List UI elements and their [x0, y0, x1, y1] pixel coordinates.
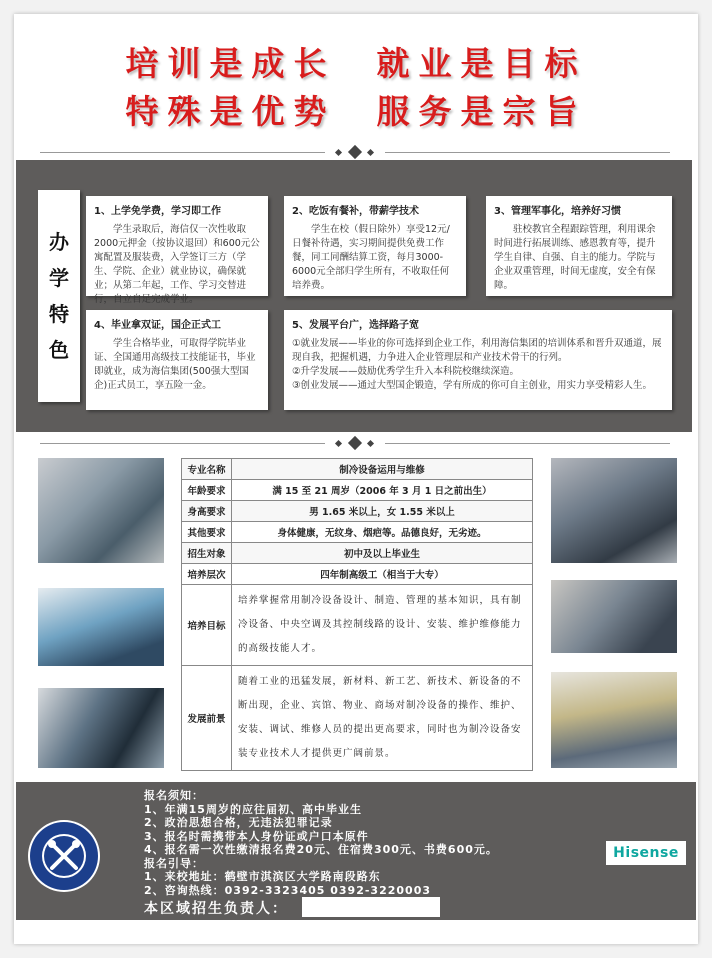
- table-value: 身体健康，无纹身、烟疤等。品德良好，无劣迹。: [232, 522, 533, 543]
- notice-item: 3、报名时需携带本人身份证或户口本原件: [144, 829, 369, 843]
- hisense-logo: Hisense: [606, 841, 686, 865]
- notice-heading: 报名须知：: [144, 789, 204, 802]
- feature-title: 4、毕业拿双证，国企正式工: [94, 320, 221, 331]
- feature-body: 学生合格毕业，可取得学院毕业证、全国通用高级技工技能证书，毕业即就业，成为海信集团(500强大型国企)正式员工，享五险一金。: [94, 338, 256, 391]
- table-key: 发展前景: [182, 666, 232, 771]
- feature-title: 2、吃饭有餐补，带薪学技术: [292, 206, 419, 217]
- table-value: 满 15 至 21 周岁（2006 年 3 月 1 日之前出生）: [232, 480, 533, 501]
- slogan-line-1: 培训是成长 就业是目标: [125, 44, 587, 83]
- table-key: 年龄要求: [182, 480, 232, 501]
- table-key: 其他要求: [182, 522, 232, 543]
- notice-text: [144, 789, 498, 897]
- workshop-photo: [38, 588, 164, 666]
- side-title-char: 学: [49, 266, 69, 290]
- side-title-char: 特: [49, 302, 69, 326]
- feature-card-1: [86, 196, 268, 305]
- workshop-photo: [38, 688, 164, 768]
- notice-item: 2、政治思想合格，无违法犯罪记录: [144, 816, 333, 829]
- feature-line: ③创业发展——通过大型国企锻造，学有所成的你可自主创业，用实力享受精彩人生。: [292, 380, 653, 391]
- table-value: 随着工业的迅猛发展，新材料、新工艺、新技术、新设备的不断出现，企业、宾馆、物业、商场对制冷设备的操作、维护、安装、调试、维修人员的提出更高要求，同时也为制冷设备安装专业技术人才提供更广阔前景。: [232, 666, 533, 771]
- table-row: [182, 564, 533, 585]
- table-key: 招生对象: [182, 543, 232, 564]
- table-row: [182, 543, 533, 564]
- feature-title: 1、上学免学费，学习即工作: [94, 206, 221, 217]
- workshop-photo: [38, 458, 164, 563]
- feature-line: ①就业发展——毕业的你可选择到企业工作，利用海信集团的培训体系和晋升双通道，展现自我，把握机遇，力争进入企业管理层和产业技术骨干的行列。: [292, 338, 662, 363]
- table-value: 四年制高级工（相当于大专）: [232, 564, 533, 585]
- table-key: 培养目标: [182, 585, 232, 666]
- feature-card-2: [284, 196, 466, 296]
- side-title-char: 色: [49, 338, 69, 362]
- recruiter-name-box: [302, 897, 440, 917]
- guide-heading: 报名引导：: [144, 856, 204, 870]
- recruiter-label: 本区域招生负责人：: [144, 901, 288, 917]
- feature-title: 5、发展平台广，选择路子宽: [292, 320, 419, 331]
- side-title: [38, 190, 80, 402]
- slogan-line-2: 特殊是优势 服务是宗旨: [125, 92, 587, 131]
- table-key: 身高要求: [182, 501, 232, 522]
- table-row: [182, 666, 533, 771]
- feature-card-4: [86, 310, 268, 410]
- divider-middle: [40, 438, 670, 450]
- table-row: [182, 480, 533, 501]
- table-value: 培养掌握常用制冷设备设计、制造、管理的基本知识，具有制冷设备、中央空调及其控制线路的设计、安装、维护维修能力的高级技能人才。: [232, 585, 533, 666]
- feature-body: 学生在校（假日除外）享受12元/日餐补待遇，实习期间提供免费工作餐，同工同酬结算工资，每月3000-6000元全部归学生所有，不收取任何培养费。: [292, 224, 450, 291]
- table-value: 男 1.65 米以上，女 1.55 米以上: [232, 501, 533, 522]
- table-key: 专业名称: [182, 459, 232, 480]
- feature-body: 驻校教官全程跟踪管理，利用课余时间进行拓展训练、感恩教育等，提升学生自律、自强、自主的能力。学院与企业双重管理，时间无虚度，安全有保障。: [494, 224, 656, 291]
- notice-item: 4、报名需一次性缴清报名费20元、住宿费300元、书费600元。: [144, 843, 498, 856]
- notice-item: 1、年满15周岁的应往届初、高中毕业生: [144, 802, 362, 816]
- table-row: [182, 585, 533, 666]
- feature-body: 学生录取后，海信仅一次性收取2000元押金（按协议退回）和600元公寓配置及服装费，入学签订三方（学生、学院、企业）就业协议，确保就业；从第二年起，工作、学习交替进行，自立自足完成学业。: [94, 224, 260, 305]
- table-value: 初中及以上毕业生: [232, 543, 533, 564]
- divider-top: [40, 147, 670, 159]
- workshop-photo: [551, 580, 677, 653]
- side-title-char: 办: [49, 230, 69, 254]
- table-value: 制冷设备运用与维修: [232, 459, 533, 480]
- guide-item: 1、来校地址：鹤壁市淇滨区大学路南段路东: [144, 870, 381, 883]
- program-table: [181, 458, 533, 771]
- table-key: 培养层次: [182, 564, 232, 585]
- feature-title: 3、管理军事化，培养好习惯: [494, 206, 621, 217]
- guide-item: 2、咨询热线：0392-3323405 0392-3220003: [144, 883, 431, 897]
- feature-line: ②升学发展——鼓励优秀学生升入本科院校继续深造。: [292, 366, 520, 377]
- feature-card-3: [486, 196, 672, 296]
- school-logo: [28, 820, 100, 892]
- table-row: [182, 522, 533, 543]
- table-row: [182, 459, 533, 480]
- table-row: [182, 501, 533, 522]
- dorm-photo: [551, 672, 677, 768]
- workshop-photo: [551, 458, 677, 563]
- feature-card-5: [284, 310, 672, 410]
